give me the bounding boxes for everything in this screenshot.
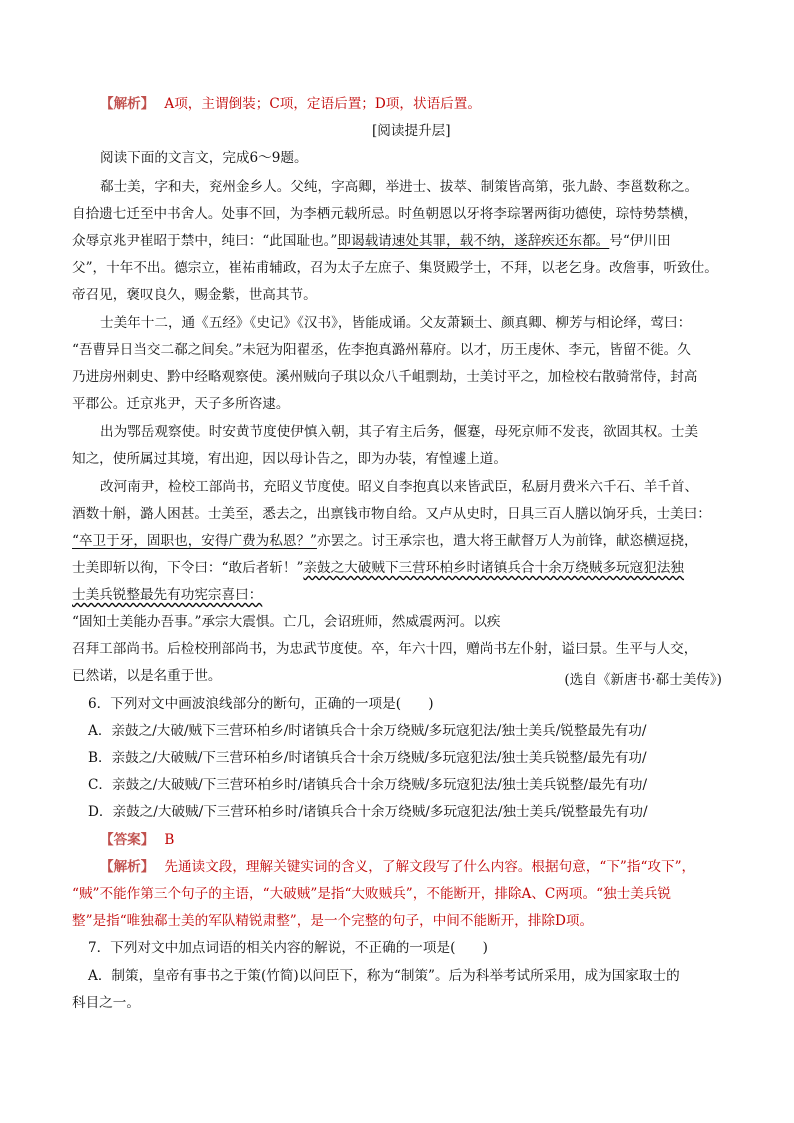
wavy-underlined-text: 士美兵锐整最先有功宪宗喜曰： [72, 587, 263, 603]
answer-label: 【答案】 [100, 832, 155, 848]
passage-line: 自拾遗七迁至中书舍人。处事不回，为李栖元载所忌。时鱼朝恩以牙将李琮署两街功德使，琮恃势禁横， [72, 206, 698, 222]
analysis-label: 【解析】 [100, 96, 155, 112]
passage-line: 帝召见，褒叹良久，赐金紫，世高其节。 [72, 287, 317, 303]
passage-line: 出为鄂岳观察使。时安黄节度使伊慎入朝，其子宥主后务，偃蹇，母死京师不发丧，欲固其权。士美 [100, 424, 699, 440]
answer-value: B [164, 832, 175, 848]
passage-line: 父”，十年不出。德宗立，崔祐甫辅政，召为太子左庶子、集贤殿学士，不拜，以老乞身。改詹事，听致仕。 [72, 260, 718, 276]
question-6-option-b: B．亲鼓之/大破贼/下三营环柏乡/时诸镇兵合十余万绕贼/多玩寇犯法/独士美兵锐整/最先有功/ [88, 750, 647, 766]
section-title: [阅读提升层] [372, 123, 451, 139]
passage-line: 郗士美，字和夫，兖州金乡人。父纯，字高卿，举进士、拔萃、制策皆高第，张九龄、李邕数称之。 [100, 179, 699, 195]
question-6-stem: 6．下列对文中画波浪线部分的断句，正确的一项是( ) [88, 696, 434, 712]
question-7-stem: 7．下列对文中加点词语的相关内容的解说，不正确的一项是( ) [88, 940, 488, 956]
passage-line: “吾曹异日当交二郗之间矣。”未冠为阳翟丞，佐李抱真潞州幕府。以才，历王虔休、李元，皆留不徙。久 [72, 342, 691, 358]
question-6-option-c: C．亲鼓之/大破贼/下三营环柏乡时/诸镇兵合十余万绕贼/多玩寇犯法/独士美兵锐整/最先有功/ [88, 777, 648, 793]
question-6-option-d: D．亲鼓之/大破贼/下三营环柏乡时/诸镇兵合十余万绕贼/多玩寇犯法/独士美兵/锐整最先有功/ [88, 804, 648, 820]
passage-line: 改河南尹，检校工部尚书，充昭义节度使。昭义自李抱真以来皆武臣，私厨月费米六千石、羊千首、 [100, 479, 699, 495]
passage-line: “固知士美能办吾事。”承宗大震惧。亡几，会诏班师，然威震两河。以疾 [72, 614, 501, 630]
passage-line: 酒数十斛，潞人困甚。士美至，悉去之，出禀钱市物自给。又卢从史时，日具三百人膳以饷牙兵，士美曰： [72, 506, 711, 522]
analysis-line: “贼”不能作第三个句子的主语，“大破贼”是指“大败贼兵”，不能断开，排除A、C两项。“独士美兵锐 [72, 886, 672, 902]
passage-line: 召拜工部尚书。后检校刑部尚书，为忠武节度使。卒，年六十四，赠尚书左仆射，谥曰景。生平与人交， [72, 641, 698, 657]
question-7-option-a-cont: 科目之一。 [72, 995, 140, 1011]
analysis-line: 整”是指“唯独郗士美的军队精锐肃整”，是一个完整的句子，中间不能断开，排除D项。 [72, 913, 594, 929]
passage-line: 已然诺，以是名重于世。 [72, 668, 222, 684]
passage-line: “卒卫于牙，固职也，安得广费为私恩？”亦罢之。讨王承宗也，遣大将王献督万人为前锋，献恣横逗挠， [72, 533, 698, 549]
passage-line [72, 585, 262, 605]
question-6-option-a: A．亲鼓之/大破/贼下三营环柏乡/时诸镇兵合十余万绕贼/多玩寇犯法/独士美兵/锐整最先有功/ [88, 723, 647, 739]
question-7-option-a: A．制策，皇帝有事书之于策(竹简)以问臣下，称为“制策”。后为科举考试所采用，成为国家取士的 [88, 968, 680, 984]
underlined-sentence: “卒卫于牙，固职也，安得广费为私恩？” [72, 533, 317, 549]
answer-6 [100, 830, 174, 850]
passage-line: 众辱京兆尹崔昭于禁中，纯曰：“此国耻也。”即谒载请速处其罪，载不纳，遂辞疾还东都。号“伊川田 [72, 233, 671, 249]
passage-line: 知之，使所属过其境，宥出迎，因以母讣告之，即为办装，宥惶遽上道。 [72, 451, 507, 467]
passage-line: 士美年十二，通《五经》《史记》《汉书》，皆能成诵。父友萧颖士、颜真卿、柳芳与相论绎，莺曰： [100, 315, 692, 331]
underlined-sentence: 即谒载请速处其罪，载不纳，遂辞疾还东都。 [337, 233, 610, 249]
passage-source: (选自《新唐书·郗士美传》) [564, 672, 722, 688]
instruction: 阅读下面的文言文，完成6～9题。 [100, 150, 308, 166]
analysis-5 [100, 94, 481, 114]
passage-line: 乃进房州刺史、黔中经略观察使。溪州贼向子琪以众八千岨剽劫，士美讨平之，加检校右散骑常侍，封高 [72, 369, 698, 385]
passage-line: 士美即斩以徇，下令曰：“敢后者斩！”亲鼓之大破贼下三营环柏乡时诸镇兵合十余万绕贼多玩寇犯法独 [72, 560, 685, 576]
analysis-line: 【解析】 先通读文段，理解关键实词的含义，了解文段写了什么内容。根据句意，“下”指“攻下”， [100, 859, 696, 875]
wavy-underlined-text: 亲鼓之大破贼下三营环柏乡时诸镇兵合十余万绕贼多玩寇犯法独 [303, 560, 685, 576]
passage-line: 平郡公。迁京兆尹，天子多所咨逮。 [72, 396, 290, 412]
analysis-label: 【解析】 [100, 859, 155, 875]
analysis-text: A项，主谓倒装；C项，定语后置；D项，状语后置。 [164, 96, 481, 112]
